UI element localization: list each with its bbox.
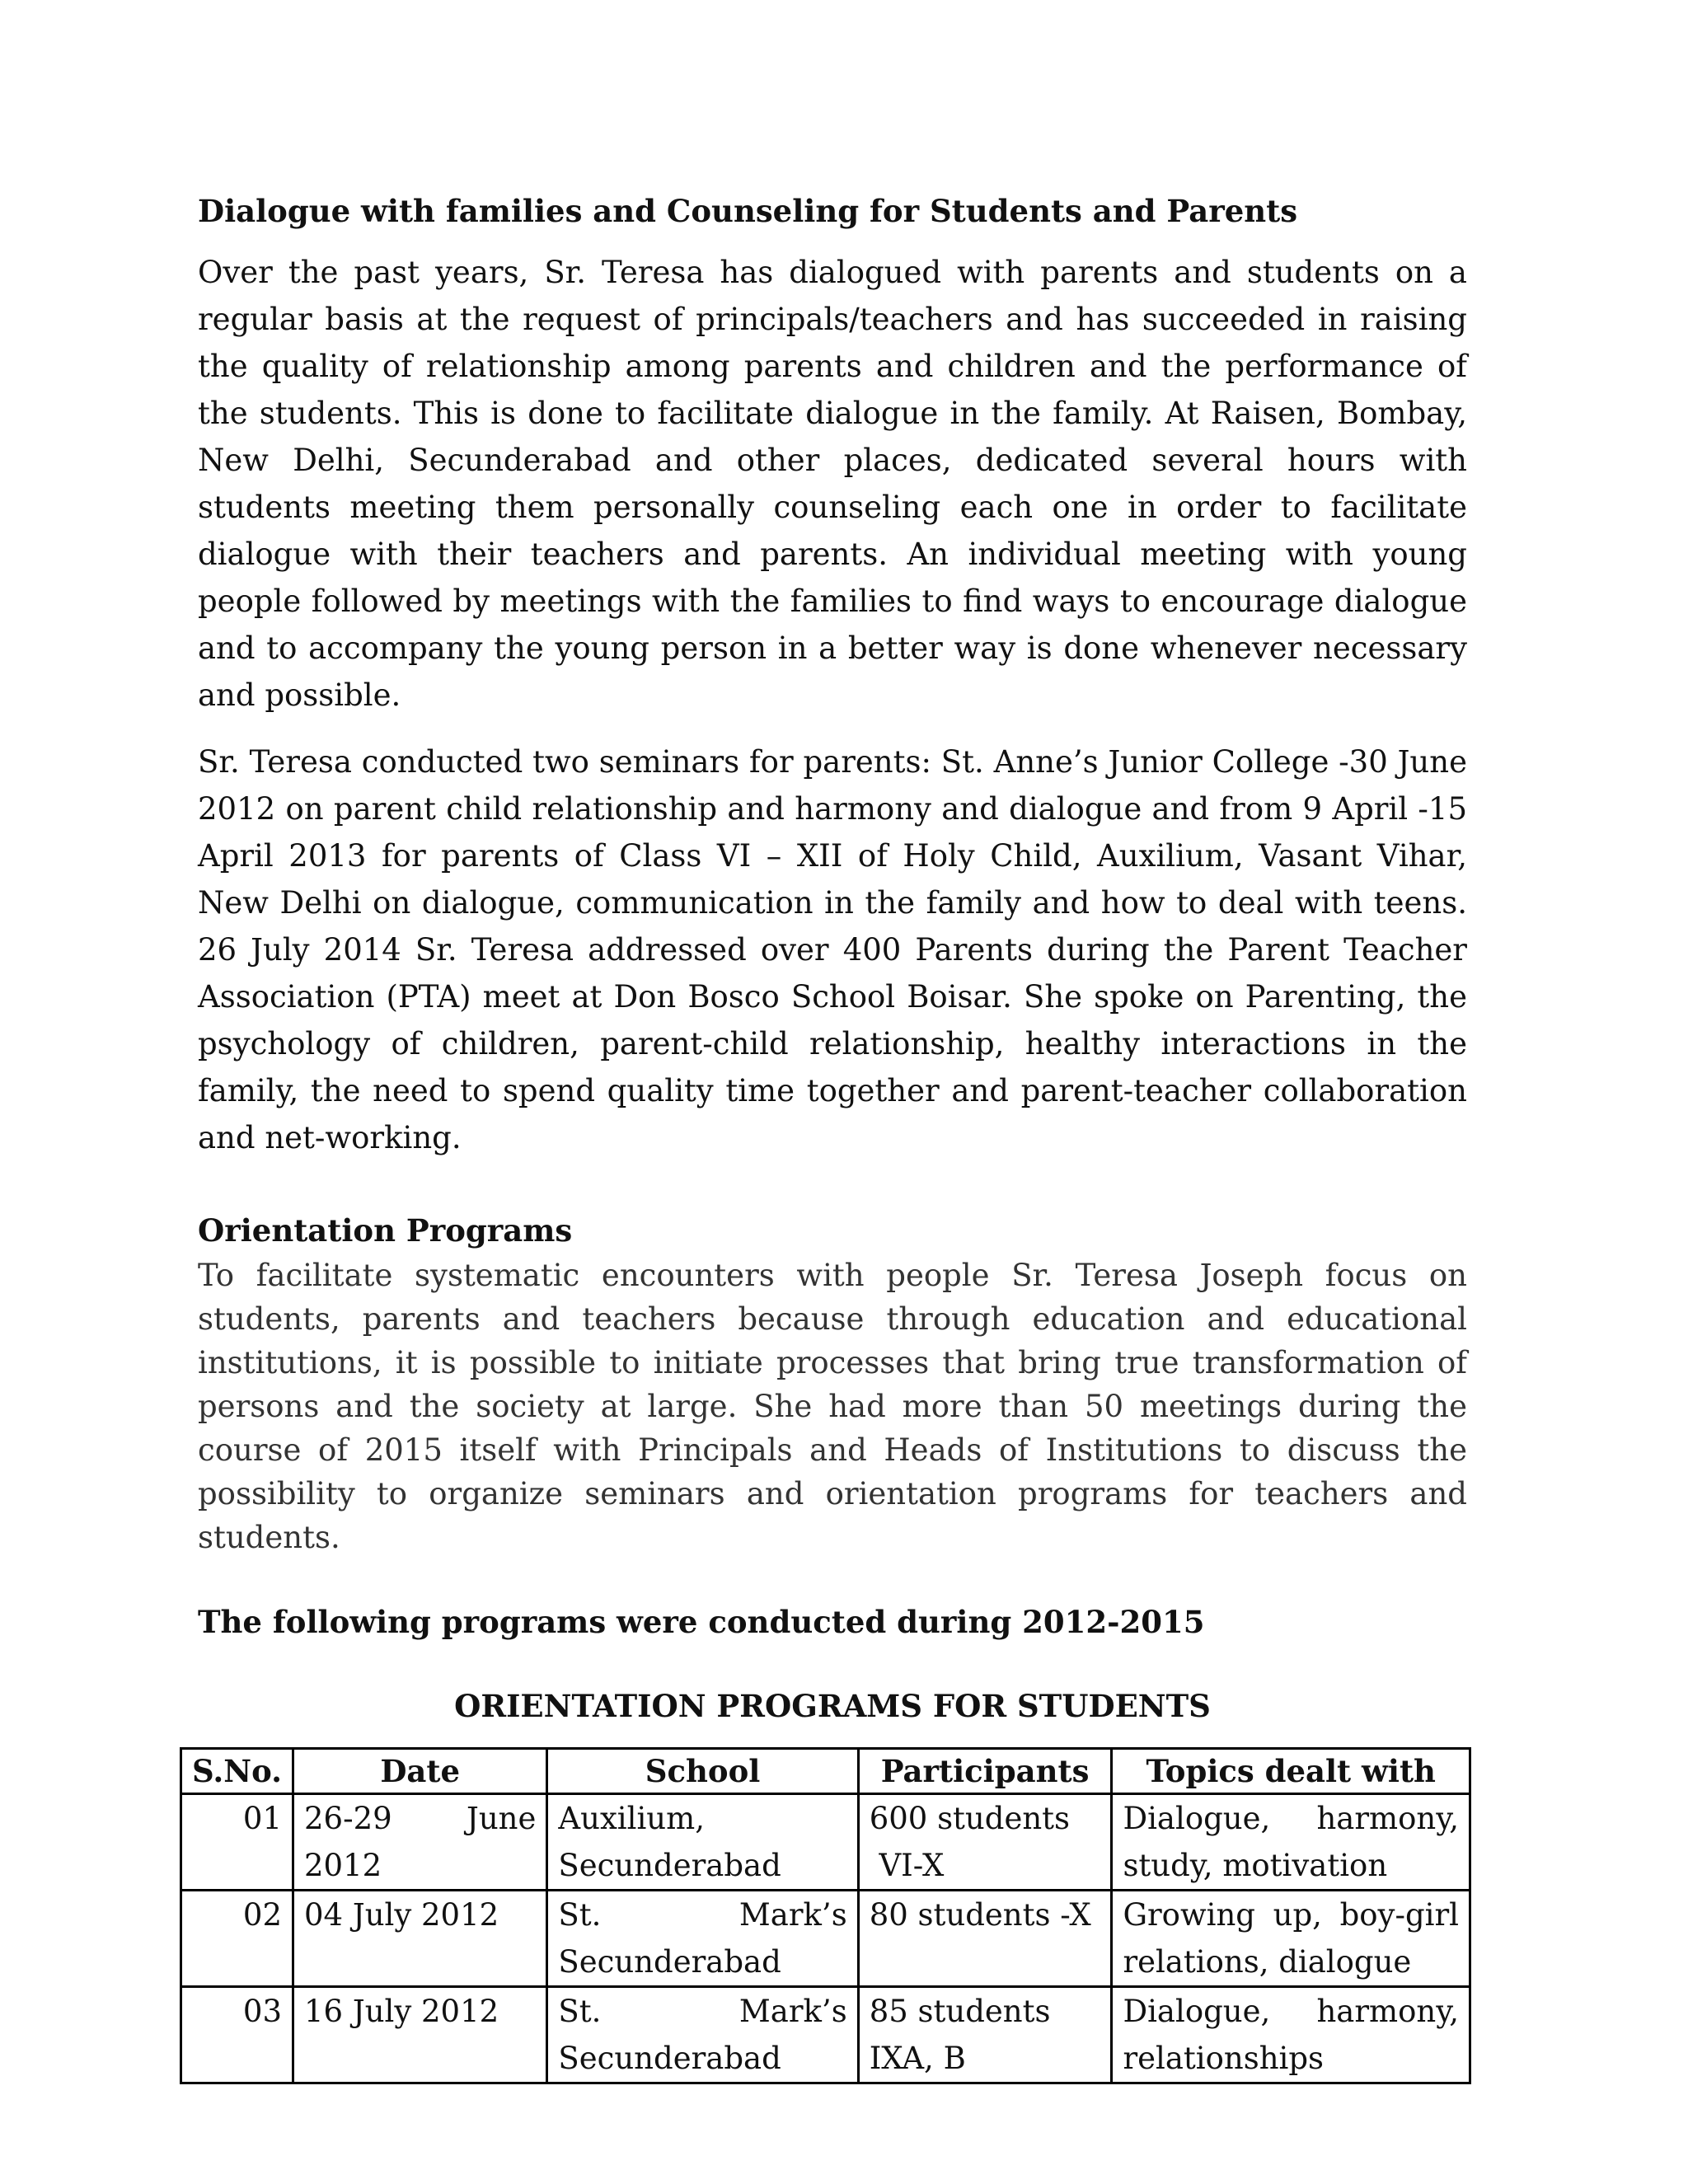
cell-line: Auxilium,	[558, 1801, 705, 1836]
section-heading-dialogue: Dialogue with families and Counseling for Students and Parents	[198, 193, 1298, 229]
cell-participants	[858, 1987, 1112, 2083]
programs-conducted-heading: The following programs were conducted during 2012-2015	[198, 1604, 1205, 1640]
cell-school	[547, 1891, 858, 1987]
cell-sno: 01	[181, 1794, 293, 1891]
cell-line: 26-29 June	[304, 1801, 537, 1836]
column-header-participants: Participants	[858, 1749, 1112, 1794]
cell-participants	[858, 1794, 1112, 1891]
cell-sno: 02	[181, 1891, 293, 1987]
cell-line: study, motivation	[1123, 1848, 1388, 1883]
cell-line: 04 July 2012	[304, 1897, 499, 1933]
cell-line: Growing up, boy-girl	[1123, 1897, 1459, 1933]
table-title: ORIENTATION PROGRAMS FOR STUDENTS	[454, 1688, 1211, 1724]
cell-line: VI-X	[869, 1848, 945, 1883]
cell-line: St. Mark’s	[558, 1897, 847, 1933]
cell-line: 2012	[304, 1848, 382, 1883]
cell-line: Dialogue, harmony,	[1123, 1994, 1459, 2029]
cell-date	[293, 1891, 547, 1987]
table-row	[181, 1794, 1470, 1891]
cell-topics	[1112, 1794, 1470, 1891]
cell-line: Secunderabad	[558, 2041, 781, 2076]
paragraph-orientation-programs: To facilitate systematic encounters with people Sr. Teresa Joseph focus on students, parents and teachers because through education and educational institutions, it is possible to initiate processes that bring true transformation of persons and the society at large. She had more than 50 meetings during the course of 2015 itself with Principals and Heads of Institutions to discuss the possibility to organize seminars and orientation programs for teachers and students.	[198, 1258, 1467, 1555]
column-header-date: Date	[293, 1749, 547, 1794]
table-row	[181, 1987, 1470, 2083]
cell-topics	[1112, 1987, 1470, 2083]
cell-date	[293, 1794, 547, 1891]
cell-line: relations, dialogue	[1123, 1944, 1412, 1980]
cell-topics	[1112, 1891, 1470, 1987]
cell-line: Secunderabad	[558, 1848, 781, 1883]
paragraph-parent-seminars: Sr. Teresa conducted two seminars for parents: St. Anne’s Junior College -30 June 2012 on parent child relationship and harmony and dialogue and from 9 April -15 April 2013 for parents of Class VI – XII of Holy Child, Auxilium, Vasant Vihar, New Delhi on dialogue, communication in the family and how to deal with teens. 26 July 2014 Sr. Teresa addressed over 400 Parents during the Parent Teacher Association (PTA) meet at Don Bosco School Boisar. She spoke on Parenting, the psychology of children, parent-child relationship, healthy interactions in the family, the need to spend quality time together and parent-teacher collaboration and net-working.	[198, 744, 1467, 1155]
cell-school	[547, 1987, 858, 2083]
column-header-topics: Topics dealt with	[1112, 1749, 1470, 1794]
cell-participants	[858, 1891, 1112, 1987]
cell-sno: 03	[181, 1987, 293, 2083]
cell-line: Dialogue, harmony,	[1123, 1801, 1459, 1836]
cell-line: IXA, B	[869, 2041, 966, 2076]
cell-line: 600 students	[869, 1801, 1071, 1836]
column-header-school: School	[547, 1749, 858, 1794]
column-header-sno: S.No.	[181, 1749, 293, 1794]
cell-line: relationships	[1123, 2041, 1325, 2076]
table-row	[181, 1891, 1470, 1987]
section-heading-orientation: Orientation Programs	[198, 1212, 573, 1249]
cell-line: Secunderabad	[558, 1944, 781, 1980]
cell-line: 85 students	[869, 1994, 1051, 2029]
cell-line: 16 July 2012	[304, 1994, 499, 2029]
document-page	[192, 191, 1467, 2084]
cell-school	[547, 1794, 858, 1891]
cell-date	[293, 1987, 547, 2083]
table-header-row	[181, 1749, 1470, 1794]
orientation-programs-table	[180, 1747, 1471, 2084]
cell-line: 80 students -X	[869, 1897, 1091, 1933]
cell-line: St. Mark’s	[558, 1994, 847, 2029]
paragraph-dialogue-counseling: Over the past years, Sr. Teresa has dialogued with parents and students on a regular basis at the request of principals/teachers and has succeeded in raising the quality of relationship among parents and children and the performance of the students. This is done to facilitate dialogue in the family. At Raisen, Bombay, New Delhi, Secunderabad and other places, dedicated several hours with students meeting them personally counseling each one in order to facilitate dialogue with their teachers and parents. An individual meeting with young people followed by meetings with the families to find ways to encourage dialogue and to accompany the young person in a better way is done whenever necessary and possible.	[198, 255, 1467, 713]
